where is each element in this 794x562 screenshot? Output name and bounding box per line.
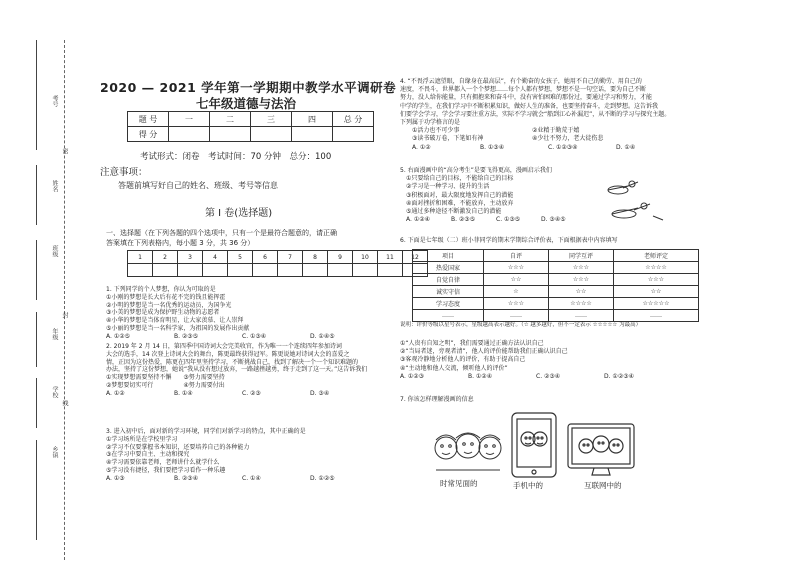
eval-cell: ☆☆☆ bbox=[549, 262, 614, 274]
question-line: ①只要给自己的目标，不能给自己的目标 bbox=[406, 175, 514, 183]
question-line: ①实现梦想需要坚持不懈 ③努力需要坚持 bbox=[106, 374, 225, 382]
eval-row-label: …… bbox=[413, 310, 484, 322]
town-blank[interactable] bbox=[36, 440, 37, 540]
eval-cell: ☆☆☆ bbox=[484, 298, 549, 310]
score-cell[interactable] bbox=[169, 127, 210, 142]
question-line: ⑤通过多种途径不断激发自己的潜能 bbox=[406, 208, 502, 216]
option-c[interactable]: C. ①④ bbox=[242, 474, 261, 482]
question-item: ⑤学习没有捷径，我们要把学习看作一种乐趣 bbox=[106, 466, 226, 474]
option-a[interactable]: A. ①②③ bbox=[400, 372, 424, 380]
eval-header-cell: 老师评定 bbox=[614, 250, 699, 262]
question-options bbox=[400, 373, 672, 381]
binding-dashed-line bbox=[64, 40, 65, 560]
eval-header-cell: 同学互评 bbox=[549, 250, 614, 262]
option-b[interactable]: B. ①②④ bbox=[468, 372, 493, 380]
seat-number-label: 考号 bbox=[51, 95, 58, 107]
answer-cell[interactable] bbox=[353, 264, 378, 277]
school-label: 学校 bbox=[51, 386, 58, 398]
question-line: ③积极面对，最大限度地发挥自己的潜能 bbox=[406, 191, 514, 199]
question-item: ④小华的梦想是当体育明星，让大家羡慕、让人崇拜 bbox=[106, 317, 244, 325]
answer-number: 12 bbox=[403, 251, 428, 264]
eval-cell: ☆☆☆ bbox=[549, 274, 614, 286]
exam-title: 2020 — 2021 学年第一学期期中教学水平调研卷 bbox=[100, 80, 397, 95]
question-options bbox=[106, 390, 406, 398]
option-c[interactable]: C. ①②③④ bbox=[548, 143, 578, 151]
option-d[interactable]: D. ①②⑤ bbox=[310, 474, 335, 482]
option-d[interactable]: D. ①④⑤ bbox=[310, 332, 335, 340]
answer-number: 11 bbox=[378, 251, 403, 264]
question-6-stem: 6. 下面是七年级（二）班小菲同学的期末学期综合评价表，下面根据表中内容填写 bbox=[400, 237, 618, 244]
answer-grid bbox=[127, 250, 428, 277]
answer-number: 7 bbox=[278, 251, 303, 264]
notice-text: 答题前填写好自己的姓名、班级、考号等信息 bbox=[118, 181, 278, 190]
monitor-cartoon bbox=[566, 422, 636, 478]
eval-cell: ☆☆☆☆ bbox=[549, 298, 614, 310]
question-stem: 3. 进入初中后，面对新的学习环境，同学们对新学习的特点，其中正确的是 bbox=[106, 428, 306, 435]
question-line: ②学习是一种学习、提升的生活 bbox=[406, 183, 490, 191]
answer-number: 5 bbox=[228, 251, 253, 264]
question-stem: 1. 下列同学的个人梦想，你认为可取的是 bbox=[106, 286, 216, 293]
question-options bbox=[106, 475, 406, 483]
question-line: 大会的选手，14 次登上诗词大会的舞台，陈更最终获得冠军。陈更说她对诗词大会的喜爱之 bbox=[106, 350, 350, 358]
score-cell[interactable] bbox=[292, 127, 333, 142]
score-cell[interactable] bbox=[210, 127, 251, 142]
question-line: ②“当局者迷，旁观者清”，他人的评价能帮助我们正确认识自己 bbox=[400, 348, 568, 356]
question-line: 情，正因为这份热爱，陈更在四年里坚持学习，不断挑战自己，找到了解决一个一个知识难题的 bbox=[106, 358, 359, 366]
cartoon-caption-1: 时常见面的 bbox=[440, 479, 478, 488]
seat-number-blank[interactable] bbox=[36, 40, 37, 150]
score-header-cell: 一 bbox=[169, 112, 210, 127]
class-blank[interactable] bbox=[36, 240, 37, 300]
answer-number: 9 bbox=[328, 251, 353, 264]
option-b[interactable]: B. ②③④ bbox=[174, 474, 199, 482]
question-item: ③小美的梦想是成为保护野生动物的志愿者 bbox=[106, 309, 220, 317]
question-item: ②业精于勤荒于嬉 bbox=[532, 127, 580, 135]
notice-heading: 注意事项： bbox=[100, 167, 148, 178]
eval-row bbox=[413, 274, 699, 286]
question-stem: 2. 2019 年 2 月 14 日，第四季中国诗词大会完美收官，作为唯一一个连续四年参加诗词 bbox=[106, 343, 342, 350]
answer-cell[interactable] bbox=[278, 264, 303, 277]
question-line: 4. “不畏浮云遮望眼，自缘身在最高层”，有个勤奋的女孩子，她用不自己的勤劳、用自己的 bbox=[400, 78, 642, 85]
eval-row bbox=[413, 310, 699, 322]
question-item: ⑤小丽的梦想是当一名科学家，为祖国的发展作出贡献 bbox=[106, 324, 250, 332]
seal-char-1: 密 bbox=[61, 148, 68, 154]
answer-cell[interactable] bbox=[303, 264, 328, 277]
eval-row bbox=[413, 286, 699, 298]
answer-cell[interactable] bbox=[253, 264, 278, 277]
score-table bbox=[127, 111, 374, 142]
eval-cell: ☆☆ bbox=[484, 274, 549, 286]
option-d[interactable]: D. ③④ bbox=[310, 389, 330, 397]
option-a[interactable]: A. ①② bbox=[106, 389, 125, 397]
question-line: 中学的学生，在我们学习中不断积累知识，做好人生的准备，也要坚持奋斗，走到梦想。这告诉我 bbox=[400, 102, 659, 110]
question-line: 下列属于功学格言的是 bbox=[400, 119, 461, 127]
option-c[interactable]: C. ②③④ bbox=[536, 372, 561, 380]
option-c[interactable]: C. ②③ bbox=[242, 389, 261, 397]
eval-row-label: 热爱国家 bbox=[413, 262, 484, 274]
exam-subtitle: 七年级道德与法治 bbox=[196, 96, 297, 111]
question-item: ②学习不仅要掌握书本知识，还要培养自己的各种能力 bbox=[106, 443, 250, 451]
question-line: 努力，没人给你能量，只有拥抱来和奋斗中，没有害怕困难的那份过，要通过学习和努力，才能 bbox=[400, 94, 653, 102]
answer-cell[interactable] bbox=[228, 264, 253, 277]
eval-cell: ☆☆☆☆ bbox=[614, 262, 699, 274]
evaluation-note-text: 说明：评价等级以星号表示，星级越高表示越好。（☆ 越多越好，但不一定表示 ☆☆☆☆☆ 为最高） bbox=[400, 322, 642, 328]
answer-cell[interactable] bbox=[178, 264, 203, 277]
question-item: ①活力也不可少事 bbox=[412, 127, 460, 135]
grade-label: 年级 bbox=[51, 328, 58, 340]
question-item: ①小刚的梦想是长大后有花不完的钱且能挥霍 bbox=[106, 293, 226, 301]
eval-cell: ☆ bbox=[484, 286, 549, 298]
cartoon-caption-3: 互联网中的 bbox=[584, 481, 622, 490]
score-row-label: 得 分 bbox=[128, 127, 169, 142]
question-item: ③在学习中要自主、主动和探究 bbox=[106, 451, 190, 459]
class-label: 班级 bbox=[51, 245, 58, 257]
question-line: 速度，不畏斗，世界都入一个个梦想……每个人都有梦想，梦想不是一句空话，要为自己不断 bbox=[400, 86, 647, 94]
question-line: ①“人贵有自知之明”，我们需要通过正确方法认识自己 bbox=[400, 340, 544, 347]
question-line: ③客观冷静地分析他人的评价，有助于提高自己 bbox=[400, 356, 526, 364]
answer-number: 2 bbox=[153, 251, 178, 264]
eval-cell: …… bbox=[614, 310, 699, 322]
answer-number: 6 bbox=[253, 251, 278, 264]
name-label: 姓名 bbox=[51, 180, 58, 192]
grade-blank[interactable] bbox=[36, 312, 37, 367]
option-b[interactable]: B. ①③④ bbox=[480, 143, 505, 151]
answer-number: 3 bbox=[178, 251, 203, 264]
eval-row bbox=[413, 262, 699, 274]
question-7-stem: 7. 你该怎样理解漫画的信息 bbox=[400, 396, 474, 403]
score-header-cell: 题 号 bbox=[128, 112, 169, 127]
option-a[interactable]: A. ①②④ bbox=[406, 216, 430, 224]
eval-header-project: 项目 bbox=[441, 253, 454, 260]
score-header-cell: 三 bbox=[251, 112, 292, 127]
eval-row-label: 学习态度 bbox=[413, 298, 484, 310]
score-header-cell: 二 bbox=[210, 112, 251, 127]
question-4 bbox=[400, 78, 684, 152]
eval-cell: ☆☆ bbox=[614, 286, 699, 298]
answer-grid-number-row bbox=[128, 251, 428, 264]
phone-cartoon bbox=[510, 411, 558, 479]
question-item: ①学习场所是在学校里学习 bbox=[106, 435, 178, 443]
question-line: 5. 右面漫画中的“高分考生”是要飞得更高，漫画启示我们 bbox=[400, 167, 552, 174]
seal-char-2: 封 bbox=[61, 312, 68, 318]
question-item: ③读书破万卷，下笔如有神 bbox=[412, 135, 484, 143]
answer-cell[interactable] bbox=[128, 264, 153, 277]
part-one-heading: 第 I 卷(选择题) bbox=[205, 208, 273, 219]
question-line: ④“主动地和他人交流，倾听他人的评价” bbox=[400, 364, 508, 372]
question-item: ②小明的梦想是当一名优秀的运动员，为国争光 bbox=[106, 301, 232, 309]
answer-grid-blank-row bbox=[128, 264, 428, 277]
score-table-header-row bbox=[128, 112, 374, 127]
eval-row-label: 自觉自律 bbox=[413, 274, 484, 286]
question-options bbox=[400, 216, 586, 224]
eval-cell: …… bbox=[484, 310, 549, 322]
option-d[interactable]: D. ①④ bbox=[616, 143, 636, 151]
score-cell[interactable] bbox=[251, 127, 292, 142]
evaluation-header-row bbox=[413, 250, 699, 262]
option-c[interactable]: C. ①③⑤ bbox=[496, 216, 521, 224]
evaluation-note bbox=[400, 322, 690, 329]
evaluation-table bbox=[412, 249, 699, 322]
score-header-cell: 四 bbox=[292, 112, 333, 127]
answer-number: 1 bbox=[128, 251, 153, 264]
cartoon-caption-2: 手机中的 bbox=[513, 481, 543, 490]
answer-cell[interactable] bbox=[328, 264, 353, 277]
score-table-score-row bbox=[128, 127, 374, 142]
score-cell[interactable] bbox=[333, 127, 374, 142]
option-c[interactable]: C. ①③④ bbox=[242, 332, 267, 340]
question-item: ④少壮不努力，老大徒伤悲 bbox=[532, 135, 604, 143]
name-blank[interactable] bbox=[36, 165, 37, 225]
flying-student-cartoon bbox=[598, 176, 666, 226]
question-5 bbox=[400, 167, 586, 224]
option-a[interactable]: A. ①②⑤ bbox=[106, 332, 130, 340]
score-header-cell: 总 分 bbox=[333, 112, 374, 127]
faces-group-cartoon bbox=[430, 428, 506, 474]
question-line: ④面对挫折和困难，不能放弃，主动放弃 bbox=[406, 199, 514, 207]
option-a[interactable]: A. ①② bbox=[412, 143, 431, 151]
question-options bbox=[400, 144, 684, 152]
question-6-statements bbox=[400, 340, 672, 381]
answer-number: 10 bbox=[353, 251, 378, 264]
answer-cell[interactable] bbox=[153, 264, 178, 277]
question-1 bbox=[106, 286, 406, 341]
option-d[interactable]: D. ③④⑤ bbox=[541, 216, 566, 224]
question-2 bbox=[106, 343, 406, 398]
question-line: ②梦想要切实可行 ④努力需要付出 bbox=[106, 381, 225, 389]
section-one-line: 答案填在下列表格内，每小题 3 分，共 36 分） bbox=[106, 239, 255, 247]
eval-cell: ☆☆☆ bbox=[614, 274, 699, 286]
answer-number: 4 bbox=[203, 251, 228, 264]
option-a[interactable]: A. ①③ bbox=[106, 474, 125, 482]
question-options bbox=[106, 333, 406, 341]
option-d[interactable]: D. ①②③④ bbox=[604, 372, 634, 380]
answer-cell[interactable] bbox=[378, 264, 403, 277]
exam-info: 考试形式：闭卷 考试时间：70 分钟 总分：100 bbox=[140, 152, 332, 162]
option-b[interactable]: B. ②③⑤ bbox=[174, 332, 199, 340]
eval-header-cell: 自评 bbox=[484, 250, 549, 262]
eval-cell: ☆☆☆☆☆ bbox=[614, 298, 699, 310]
eval-cell: ☆☆☆ bbox=[484, 262, 549, 274]
answer-cell[interactable] bbox=[203, 264, 228, 277]
section-one-line: 一、选择题（在下列各题的四个选项中，只有一个是最符合题意的，请正确 bbox=[106, 229, 337, 237]
question-3 bbox=[106, 428, 406, 483]
eval-row-label: 诚实守信 bbox=[413, 286, 484, 298]
section-one-instructions bbox=[106, 228, 391, 248]
option-b[interactable]: B. ①④ bbox=[174, 389, 193, 397]
eval-cell: ☆☆ bbox=[549, 286, 614, 298]
option-b[interactable]: B. ②③⑤ bbox=[451, 216, 476, 224]
seal-char-3: 线 bbox=[61, 400, 68, 406]
eval-corner-cell bbox=[413, 250, 484, 262]
eval-row bbox=[413, 298, 699, 310]
school-blank[interactable] bbox=[36, 378, 37, 428]
eval-cell: …… bbox=[549, 310, 614, 322]
question-items-row bbox=[400, 135, 684, 143]
question-item: ④学习需要依靠老师，老师讲什么就学什么 bbox=[106, 459, 220, 467]
question-line: 办法，坚持了这份梦想，她说“我从没有想过放弃，一路越挫越勇，终于走到了这一天。”这告诉我们 bbox=[106, 366, 368, 374]
town-label: 乡镇 bbox=[51, 446, 58, 458]
answer-number: 8 bbox=[303, 251, 328, 264]
question-line: 们要学会学习，学会学习要注重方法，实际不学习就会“船到江心补漏迟”，从不断的学习与探究主题。 bbox=[400, 110, 671, 118]
